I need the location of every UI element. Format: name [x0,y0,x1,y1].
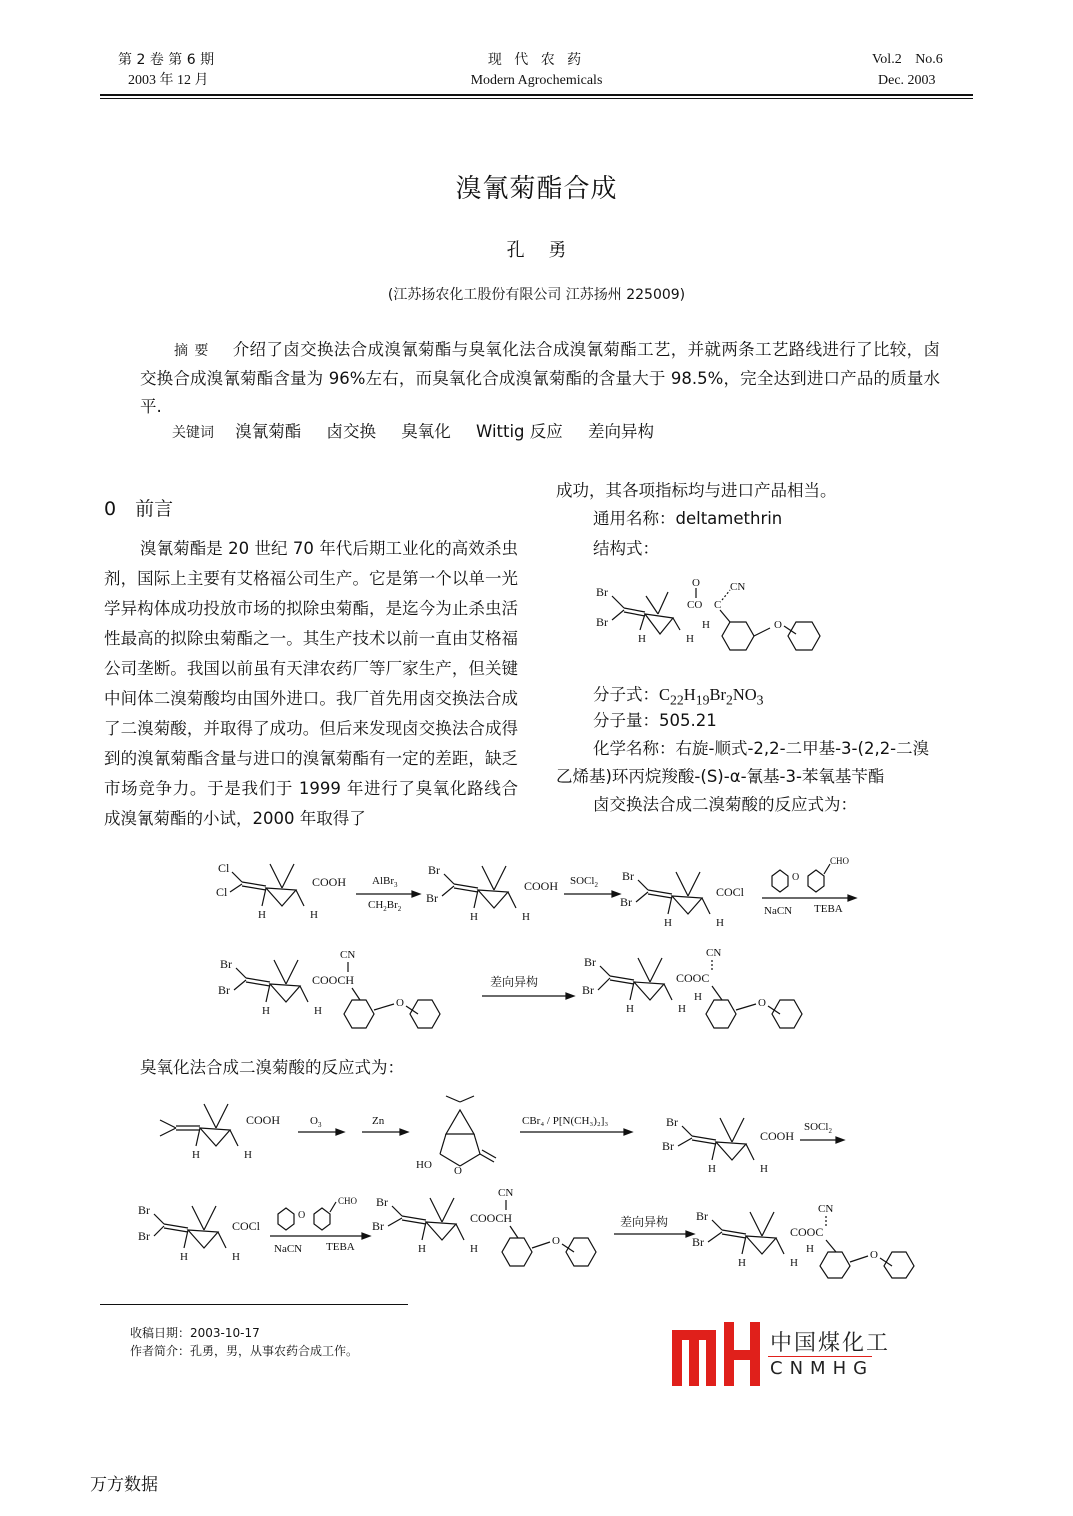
reagent: AlBr [372,875,394,887]
atom-label: CO [687,599,703,611]
atom-label: COOCH [470,1211,513,1225]
atom-label: CN [340,949,356,961]
logo-en: CNMHG [770,1358,875,1379]
common-name: 通用名称：deltamethrin [593,509,783,528]
header-volume-en: Vol.2 No.6 [872,52,943,67]
header-date-cn: 2003 年 12 月 [128,73,209,88]
atom-label: COCl [716,885,745,899]
svg-text:O3 [310,1115,322,1129]
keywords [172,420,674,445]
atom-label: H [470,911,478,923]
atom-label: Br [662,1139,674,1153]
logo-cn: 中国煤化工 [770,1331,891,1356]
atom-label: Br [692,1235,704,1249]
atom-label: H [314,1005,322,1017]
atom-label: Br [596,585,608,599]
epimer-label: 差向异构 [620,1215,669,1229]
atom-label: H [244,1149,252,1161]
atom-label: H [738,1257,746,1269]
atom-label: H [702,619,710,631]
atom-label: H [678,1003,686,1015]
logo-divider [768,1356,872,1357]
header-journal-en: Modern Agrochemicals [470,73,603,88]
atom-label: O [298,1210,306,1221]
atom-label: Br [220,957,232,971]
atom-label: COOH [524,879,559,893]
atom-label: Br [218,983,230,997]
atom-label: Br [582,983,594,997]
intro-paragraph: 溴氰菊酯是 20 世纪 70 年代后期工业化的高效杀虫剂，国际上主要有艾格福公司生产。它是第一个以单一光学异构体成功投放市场的拟除虫菊酯，是迄今为止杀虫活性最高的拟除虫菊酯之一。其生产技术以前一直由艾格福公司垄断。我国以前虽有天津农药厂等厂家生产，但关键中间体二溴菊酸均由国外进口。我厂首先用卤交换法合成了二溴菊酸，并取得了成功。但后来发现卤交换法合成得到的溴氰菊酯含量与进口的溴氰菊酯有一定的差距，缺乏市场竞争力。于是我们于 1999 年进行了臭氧化路线合成溴氰菊酯的小试，2000 年取得了 [104,539,518,828]
watermark: 万方数据 [90,1475,158,1495]
atom-label: COCl [232,1219,261,1233]
chemical-name: 化学名称：右旋-顺式-2,2-二甲基-3-(2,2-二溴 [593,739,930,758]
atom-label: Br [596,615,608,629]
affiliation: (江苏扬农化工股份有限公司 江苏扬州 225009) [387,287,686,303]
atom-label: O [774,619,782,631]
reagent: CBr₄ / P[N(CH₃)₂]₃ [522,1115,609,1127]
halex-caption: 卤交换法合成二溴菊酸的反应式为： [593,795,857,814]
atom-label: CN [706,947,722,959]
atom-label: CHO [830,856,850,866]
atom-label: HO [416,1159,432,1171]
atom-label: O [870,1249,878,1261]
reagent-sub: 2 [594,881,598,889]
atom-label: H [418,1243,426,1255]
svg-text:SOCl2 [570,875,598,889]
atom-label: H [716,917,724,929]
atom-label: O [692,577,700,589]
reagent: TEBA [814,903,843,915]
reagent: Zn [372,1115,385,1127]
atom-label: C [714,599,722,611]
reagent: SOCl [804,1121,829,1133]
keyword-item: 臭氧化 [401,422,451,441]
atom-label: H [310,909,318,921]
ozonolysis-caption: 臭氧化法合成二溴菊酸的反应式为： [140,1058,404,1077]
keyword-item: 差向异构 [588,422,655,441]
formula-part: NO [732,685,757,704]
halex-scheme [200,850,870,1040]
author: 孔 勇 [506,240,567,261]
atom-label: H [232,1251,240,1263]
atom-label: H [262,1005,270,1017]
atom-label: H [790,1257,798,1269]
atom-label: Br [622,869,634,883]
reagent: TEBA [326,1241,355,1253]
atom-label: H [470,1243,478,1255]
atom-label: CN [730,581,746,593]
header-volume: 第 2 卷 第 6 期 [118,52,215,68]
svg-text:AlBr3 [372,875,398,889]
deltamethrin-structure [590,570,850,670]
author-bio: 作者简介：孔勇，男，从事农药合成工作。 [130,1344,359,1358]
atom-label: Br [620,895,632,909]
atom-label: H [708,1163,716,1175]
abstract [140,336,940,421]
atom-label: H [686,633,694,645]
reagent: NaCN [764,905,793,917]
header-rule-thin [100,98,973,99]
atom-label: H [638,633,646,645]
atom-label: O [552,1235,560,1247]
atom-label: COOH [760,1129,795,1143]
formula-part: H [683,685,696,704]
atom-label: COOC [676,971,710,985]
atom-label: Cl [218,861,230,875]
atom-label: H [522,911,530,923]
atom-label: COOH [312,875,347,889]
atom-label: Br [372,1219,384,1233]
atom-label: O [792,872,800,883]
formula-part: 22 [670,692,684,708]
atom-label: O [396,997,404,1009]
atom-label: Br [138,1229,150,1243]
section-heading: 0 前言 [104,498,174,520]
atom-label: H [664,917,672,929]
reagent: NaCN [274,1243,303,1255]
keyword-item: 卤交换 [326,422,376,441]
atom-label: H [180,1251,188,1263]
atom-label: Br [428,863,440,877]
reagent-sub: 3 [394,881,398,889]
abstract-text: 介绍了卤交换法合成溴氰菊酯与臭氧化法合成溴氰菊酯工艺，并就两条工艺路线进行了比较，卤交换合成溴氰菊酯含量为 96%左右，而臭氧化合成溴氰菊酯的含量大于 98.5%，完全达到进口产品的质量水平. [140,340,941,416]
reagent-sub: 3 [317,1121,322,1129]
formula-part: 3 [756,692,764,708]
atom-label: CN [818,1203,834,1215]
keyword-item: 溴氰菊酯 [235,422,302,441]
abstract-label: 摘要 [174,343,215,359]
atom-label: H [806,1243,814,1255]
atom-label: H [694,991,702,1003]
reagent-sub: 2 [828,1127,832,1135]
reagent-sub: 2 [397,905,402,913]
atom-label: COOC [790,1225,824,1239]
formula-part: Br [709,685,726,704]
structure-label: 结构式： [593,539,659,558]
ozonolysis-scheme [138,1090,930,1280]
atom-label: Br [138,1203,150,1217]
svg-text:CH2Br2 [368,899,402,913]
atom-label: CHO [338,1196,358,1206]
atom-label: H [192,1149,200,1161]
atom-label: CN [498,1187,514,1199]
formula-part: 19 [695,692,710,708]
atom-label: O [454,1165,462,1177]
keyword-item: Wittig 反应 [476,422,563,441]
header-date-en: Dec. 2003 [878,73,936,88]
atom-label: O [758,997,766,1009]
chemical-name-cont: 乙烯基)环丙烷羧酸-(S)-α-氰基-3-苯氧基苄酯 [556,767,885,786]
formula-part: 2 [725,692,733,708]
reagent: CH [368,899,384,911]
atom-label: H [626,1003,634,1015]
reagent: Br [386,899,398,911]
formula-part: C [659,685,671,704]
received-date: 收稿日期：2003-10-17 [130,1326,260,1340]
atom-label: Br [666,1115,678,1129]
atom-label: Br [584,955,596,969]
epimer-label: 差向异构 [490,975,539,989]
page-title: 溴氰菊酯合成 [455,174,618,204]
formula-label: 分子式： [593,685,659,704]
reagent: SOCl [570,875,595,887]
atom-label: COOCH [312,973,355,987]
right-col-line: 成功，其各项指标均与进口产品相当。 [556,481,837,500]
svg-text:SOCl2 [804,1121,832,1135]
cnmhg-logo-icon [672,1322,760,1386]
header-journal-cn: 现 代 农 药 [487,52,586,68]
molecular-weight: 分子量：505.21 [593,711,717,730]
keywords-label: 关键词 [172,425,214,441]
atom-label: H [760,1163,768,1175]
footnote-rule [100,1304,408,1305]
header-rule [100,94,973,96]
reagent-sub: 2 [383,905,387,913]
atom-label: COOH [246,1113,281,1127]
atom-label: H [258,909,266,921]
atom-label: Cl [216,885,228,899]
atom-label: Br [426,891,438,905]
atom-label: Br [696,1209,708,1223]
atom-label: Br [376,1195,388,1209]
reagent: O [310,1115,318,1127]
